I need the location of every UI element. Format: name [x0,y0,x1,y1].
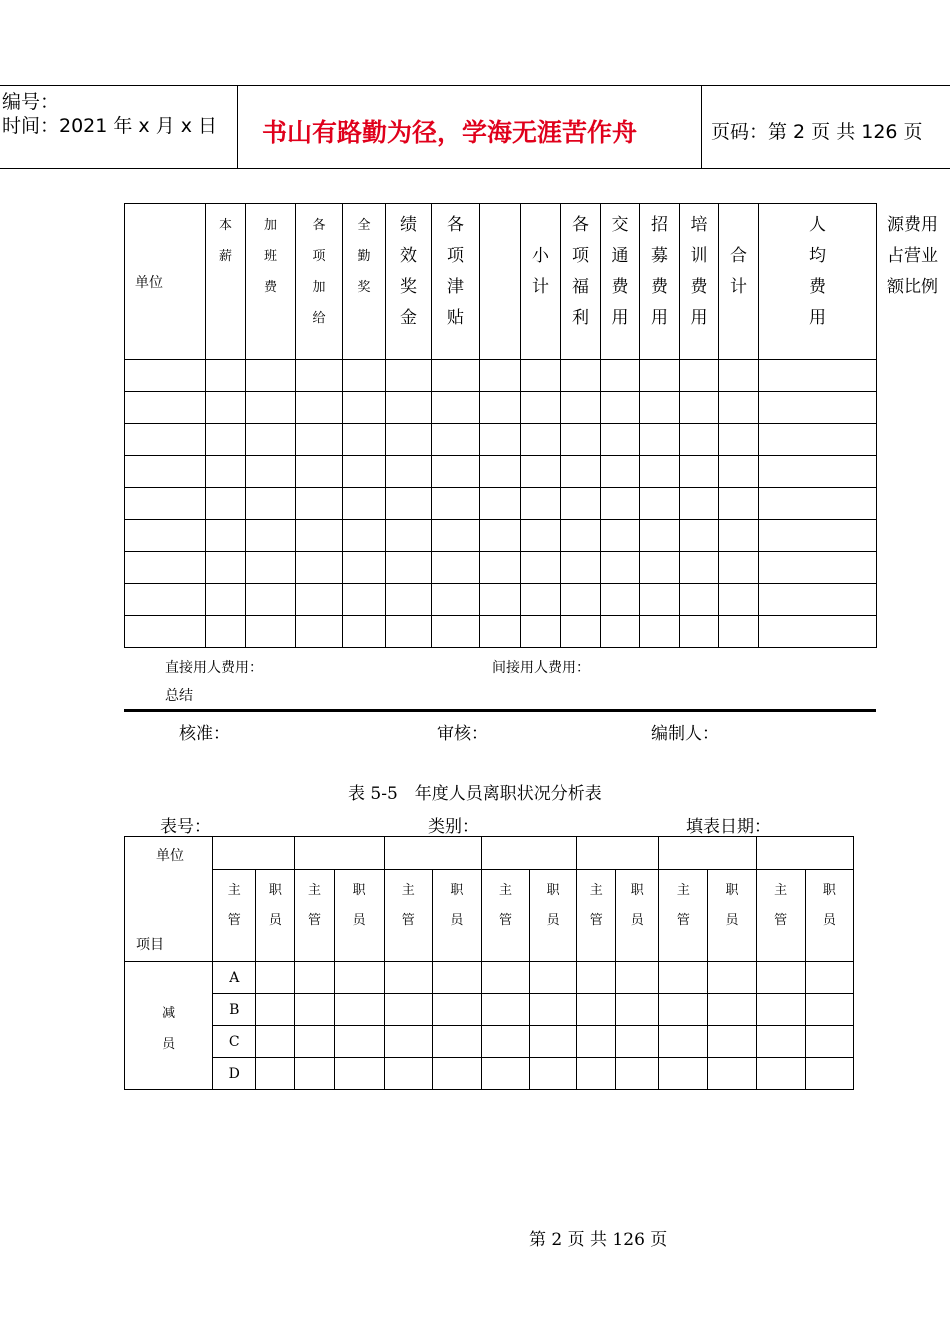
cost-cell[interactable] [480,584,521,616]
reduction-cell[interactable] [432,962,481,994]
cost-cell[interactable] [432,584,480,616]
cost-cell[interactable] [521,360,561,392]
reduction-cell[interactable] [481,994,529,1026]
cost-cell[interactable] [296,584,343,616]
cost-cell[interactable] [296,520,343,552]
cost-cell[interactable] [206,616,246,648]
cost-cell[interactable] [206,552,246,584]
unit-group-header[interactable] [577,837,659,870]
cost-cell[interactable] [246,392,296,424]
cost-cell[interactable] [206,456,246,488]
cost-column-label: 各项福利 [572,215,589,328]
unit-item-header [125,837,213,962]
cost-cell[interactable] [480,392,521,424]
cost-ratio-label: 源费用占营业额比例 [887,215,938,297]
reduction-cell[interactable] [481,1058,529,1090]
unit-header-label: 单位 [135,274,163,291]
cost-cell[interactable] [680,360,719,392]
cost-cell[interactable] [640,424,680,456]
reduction-cell[interactable] [616,1058,659,1090]
cost-cell[interactable] [561,552,601,584]
blank-header-cell [480,204,521,360]
summary-label: 总结 [165,688,193,704]
cost-column-header [719,204,759,360]
cost-cell[interactable] [343,424,386,456]
cost-cell[interactable] [561,456,601,488]
form-number-label: 表号： [160,817,211,837]
cost-cell[interactable] [561,392,601,424]
cost-cell[interactable] [343,616,386,648]
item-label: 项目 [136,937,164,953]
signature-rule [124,709,876,712]
cost-cell[interactable] [759,392,877,424]
cost-column-header [561,204,601,360]
cost-cell[interactable] [125,616,206,648]
cost-table-row [125,392,877,424]
cost-cell[interactable] [206,584,246,616]
reduction-header [125,962,213,1090]
cost-cell[interactable] [561,488,601,520]
reduction-cell[interactable] [659,1026,708,1058]
unit-group-header[interactable] [384,837,481,870]
reduction-cell[interactable] [756,1058,805,1090]
cost-column-label: 合计 [730,246,747,297]
cost-cell[interactable] [206,424,246,456]
approve-label: 核准： [179,724,230,744]
manager-header [213,870,256,962]
cost-table-row [125,488,877,520]
reduction-row [125,962,854,994]
cost-cell[interactable] [432,456,480,488]
cost-table-row [125,424,877,456]
cost-cell[interactable] [343,552,386,584]
cost-cell[interactable] [206,360,246,392]
cost-column-label: 小计 [532,246,549,297]
cost-cell[interactable] [759,360,877,392]
staff-label: 职员 [268,883,282,928]
cost-cell[interactable] [759,584,877,616]
reduction-cell[interactable] [616,962,659,994]
cost-cell[interactable] [386,424,432,456]
cost-cell[interactable] [759,552,877,584]
reduction-cell[interactable] [659,994,708,1026]
cost-cell[interactable] [246,584,296,616]
cost-cell[interactable] [680,520,719,552]
manager-label: 主管 [774,883,788,928]
manager-header [577,870,616,962]
cost-cell[interactable] [246,616,296,648]
reduction-row [125,1058,854,1090]
cost-column-header [296,204,343,360]
unit-label: 单位 [156,848,184,864]
staff-label: 职员 [630,883,644,928]
reduction-cell[interactable] [530,1058,577,1090]
manager-label: 主管 [676,883,690,928]
cost-cell[interactable] [759,424,877,456]
cost-cell[interactable] [680,424,719,456]
cost-cell[interactable] [719,456,759,488]
cost-cell[interactable] [246,456,296,488]
cost-cell[interactable] [759,616,877,648]
cost-cell[interactable] [521,456,561,488]
footer-page-number: 第 2 页 共 126 页 [529,1230,668,1250]
indirect-cost-label: 间接用人费用： [492,660,590,676]
cost-cell[interactable] [521,584,561,616]
cost-column-header [206,204,246,360]
cost-cell[interactable] [246,520,296,552]
table2-title: 表 5-5 年度人员离职状况分析表 [348,784,602,804]
cost-cell[interactable] [759,520,877,552]
cost-cell[interactable] [719,392,759,424]
manager-header [659,870,708,962]
manager-label: 主管 [498,883,512,928]
reduction-cell[interactable] [256,1058,295,1090]
reduction-cell[interactable] [256,1026,295,1058]
reduction-cell[interactable] [432,994,481,1026]
reduction-cell[interactable] [432,1058,481,1090]
cost-cell[interactable] [125,520,206,552]
cost-cell[interactable] [125,456,206,488]
reduction-cell[interactable] [756,994,805,1026]
reduction-cell[interactable] [256,994,295,1026]
cost-table-row [125,584,877,616]
cost-column-label: 交通费用 [611,215,629,328]
cost-cell[interactable] [480,552,521,584]
review-label: 审核： [437,724,488,744]
reduction-cell[interactable] [295,994,334,1026]
cost-column-header [343,204,386,360]
staff-label: 职员 [725,883,739,928]
cost-column-label: 全勤奖 [357,218,371,295]
cost-cell[interactable] [719,488,759,520]
cost-cell[interactable] [521,520,561,552]
cost-cell[interactable] [432,552,480,584]
cost-cell[interactable] [521,424,561,456]
staff-header [334,870,384,962]
cost-cell[interactable] [521,616,561,648]
cost-cell[interactable] [480,360,521,392]
cost-cell[interactable] [246,488,296,520]
reduction-cell[interactable] [805,1026,853,1058]
unit-group-header[interactable] [481,837,576,870]
cost-cell[interactable] [343,488,386,520]
reduction-cell[interactable] [577,962,616,994]
cost-cell[interactable] [343,520,386,552]
cost-cell[interactable] [759,456,877,488]
cost-cell[interactable] [719,552,759,584]
header-divider-right [701,85,702,168]
reduction-cell[interactable] [659,962,708,994]
cost-column-header [521,204,561,360]
cost-cell[interactable] [680,552,719,584]
cost-table-row [125,552,877,584]
cost-cell[interactable] [432,616,480,648]
cost-cell[interactable] [343,392,386,424]
reduction-cell[interactable] [295,1026,334,1058]
cost-cell[interactable] [386,552,432,584]
cost-cell[interactable] [296,392,343,424]
cost-cell[interactable] [561,360,601,392]
manager-label: 主管 [589,883,603,928]
cost-cell[interactable] [296,488,343,520]
manager-label: 主管 [227,883,241,928]
cost-cell[interactable] [640,584,680,616]
cost-column-label: 培训费用 [690,215,708,328]
cost-column-label: 加班费 [263,218,277,295]
staff-header [256,870,295,962]
header-divider-left [237,85,238,168]
cost-column-label: 绩效奖金 [400,215,417,328]
cost-cell[interactable] [246,552,296,584]
unit-header-cell [125,204,206,360]
cost-cell[interactable] [343,360,386,392]
cost-cell[interactable] [640,520,680,552]
cost-cell[interactable] [601,616,640,648]
header-bottom-rule [0,168,950,169]
cost-cell[interactable] [386,616,432,648]
reduction-cell[interactable] [256,962,295,994]
reduction-cell[interactable] [384,1026,432,1058]
cost-cell[interactable] [343,456,386,488]
header-motto: 书山有路勤为径，学海无涯苦作舟 [262,118,638,147]
cost-cell[interactable] [246,360,296,392]
reduction-cell[interactable] [530,994,577,1026]
prepared-by-label: 编制人： [651,724,719,744]
reduction-row [125,994,854,1026]
reduction-cell[interactable] [295,962,334,994]
unit-group-header[interactable] [213,837,295,870]
category-label: 类别： [428,817,479,837]
cost-cell[interactable] [480,456,521,488]
cost-cell[interactable] [296,552,343,584]
cost-cell[interactable] [125,424,206,456]
cost-cell[interactable] [719,584,759,616]
reduction-cell[interactable] [432,1026,481,1058]
cost-column-label: 本薪 [218,218,232,264]
cost-table-row [125,616,877,648]
cost-cell[interactable] [601,392,640,424]
unit-group-header[interactable] [659,837,756,870]
cost-cell[interactable] [680,392,719,424]
cost-cell[interactable] [521,392,561,424]
cost-column-label: 招募费用 [651,215,668,328]
cost-column-header [640,204,680,360]
reduction-cell[interactable] [708,994,756,1026]
reduction-cell[interactable] [334,994,384,1026]
reduction-cell[interactable] [530,962,577,994]
cost-cell[interactable] [680,616,719,648]
reduction-label: 减员 [162,1005,176,1052]
header-top-rule [0,85,950,86]
direct-cost-label: 直接用人费用： [165,660,263,676]
cost-cell[interactable] [296,456,343,488]
reduction-cell[interactable] [577,1058,616,1090]
cost-cell[interactable] [640,456,680,488]
reduction-cell[interactable] [708,1058,756,1090]
cost-cell[interactable] [343,584,386,616]
cost-cell[interactable] [680,488,719,520]
cost-cell[interactable] [296,616,343,648]
cost-cell[interactable] [680,456,719,488]
reduction-cell[interactable] [334,1058,384,1090]
reduction-cell[interactable] [616,1026,659,1058]
cost-cell[interactable] [561,616,601,648]
cost-cell[interactable] [601,360,640,392]
cost-column-header [759,204,877,360]
cost-cell[interactable] [640,616,680,648]
cost-cell[interactable] [561,520,601,552]
staff-header [616,870,659,962]
cost-cell[interactable] [206,392,246,424]
reduction-cell[interactable] [384,962,432,994]
fill-date-label: 填表日期： [686,817,771,837]
cost-cell[interactable] [125,552,206,584]
cost-column-label: 各项津贴 [447,215,464,328]
row-letter: C [213,1026,256,1058]
reduction-cell[interactable] [577,994,616,1026]
reduction-cell[interactable] [481,962,529,994]
cost-cell[interactable] [640,392,680,424]
cost-cell[interactable] [480,424,521,456]
cost-cell[interactable] [601,520,640,552]
cost-table-row [125,520,877,552]
cost-cell[interactable] [719,616,759,648]
cost-table-row [125,456,877,488]
row-letter: B [213,994,256,1026]
row-letter: D [213,1058,256,1090]
reduction-cell[interactable] [384,994,432,1026]
unit-group-header[interactable] [295,837,384,870]
unit-group-header[interactable] [756,837,853,870]
cost-cell[interactable] [386,584,432,616]
reduction-cell[interactable] [481,1026,529,1058]
cost-cell[interactable] [296,424,343,456]
cost-column-header [601,204,640,360]
cost-cell[interactable] [386,488,432,520]
cost-cell[interactable] [125,584,206,616]
cost-cell[interactable] [521,552,561,584]
cost-cell[interactable] [601,488,640,520]
reduction-cell[interactable] [708,962,756,994]
document-time-label: 时间：2021 年 x 月 x 日 [2,115,218,137]
cost-cell[interactable] [125,360,206,392]
staff-label: 职员 [352,883,366,928]
reduction-cell[interactable] [805,994,853,1026]
reduction-row [125,1026,854,1058]
cost-cell[interactable] [296,360,343,392]
resignation-analysis-table [124,836,854,1090]
reduction-cell[interactable] [577,1026,616,1058]
cost-cell[interactable] [206,520,246,552]
cost-cell[interactable] [601,552,640,584]
cost-column-header [246,204,296,360]
cost-cell[interactable] [640,488,680,520]
staff-label: 职员 [822,883,836,928]
manager-label: 主管 [401,883,415,928]
staff-header [708,870,756,962]
reduction-cell[interactable] [659,1058,708,1090]
document-number-label: 编号： [2,91,60,113]
cost-column-label: 各项加给 [312,218,326,326]
cost-cell[interactable] [601,584,640,616]
cost-cell[interactable] [480,488,521,520]
reduction-cell[interactable] [756,1026,805,1058]
staff-header [530,870,577,962]
cost-cell[interactable] [759,488,877,520]
cost-cell[interactable] [386,392,432,424]
cost-cell[interactable] [640,552,680,584]
reduction-cell[interactable] [616,994,659,1026]
cost-cell[interactable] [432,488,480,520]
cost-column-header [386,204,432,360]
reduction-cell[interactable] [384,1058,432,1090]
manager-label: 主管 [307,883,321,928]
cost-cell[interactable] [480,616,521,648]
cost-cell[interactable] [246,424,296,456]
reduction-cell[interactable] [805,962,853,994]
reduction-cell[interactable] [708,1026,756,1058]
reduction-cell[interactable] [530,1026,577,1058]
cost-cell[interactable] [719,424,759,456]
cost-cell[interactable] [432,392,480,424]
staff-label: 职员 [450,883,464,928]
cost-cell[interactable] [719,360,759,392]
manager-header [384,870,432,962]
cost-cell[interactable] [386,520,432,552]
cost-table-row [125,360,877,392]
cost-cell[interactable] [125,488,206,520]
cost-cell[interactable] [601,456,640,488]
cost-cell[interactable] [640,360,680,392]
cost-cell[interactable] [125,392,206,424]
cost-cell[interactable] [601,424,640,456]
cost-column-header [432,204,480,360]
cost-cell[interactable] [719,520,759,552]
cost-cell[interactable] [432,520,480,552]
header-page-info: 页码：第 2 页 共 126 页 [711,121,923,143]
staff-header [432,870,481,962]
cost-cell[interactable] [432,360,480,392]
cost-cell[interactable] [386,456,432,488]
cost-cell[interactable] [561,584,601,616]
row-letter: A [213,962,256,994]
reduction-cell[interactable] [295,1058,334,1090]
cost-cell[interactable] [480,520,521,552]
reduction-cell[interactable] [756,962,805,994]
cost-cell[interactable] [432,424,480,456]
cost-cell[interactable] [386,360,432,392]
staff-header [805,870,853,962]
cost-cell[interactable] [680,584,719,616]
manager-header [756,870,805,962]
manager-header [295,870,334,962]
reduction-cell[interactable] [334,962,384,994]
cost-column-header [680,204,719,360]
reduction-cell[interactable] [805,1058,853,1090]
cost-column-label: 人均费用 [809,215,826,328]
manager-header [481,870,529,962]
cost-cell[interactable] [206,488,246,520]
personnel-cost-table [124,203,938,648]
reduction-cell[interactable] [334,1026,384,1058]
staff-label: 职员 [546,883,560,928]
cost-cell[interactable] [561,424,601,456]
cost-cell[interactable] [521,488,561,520]
